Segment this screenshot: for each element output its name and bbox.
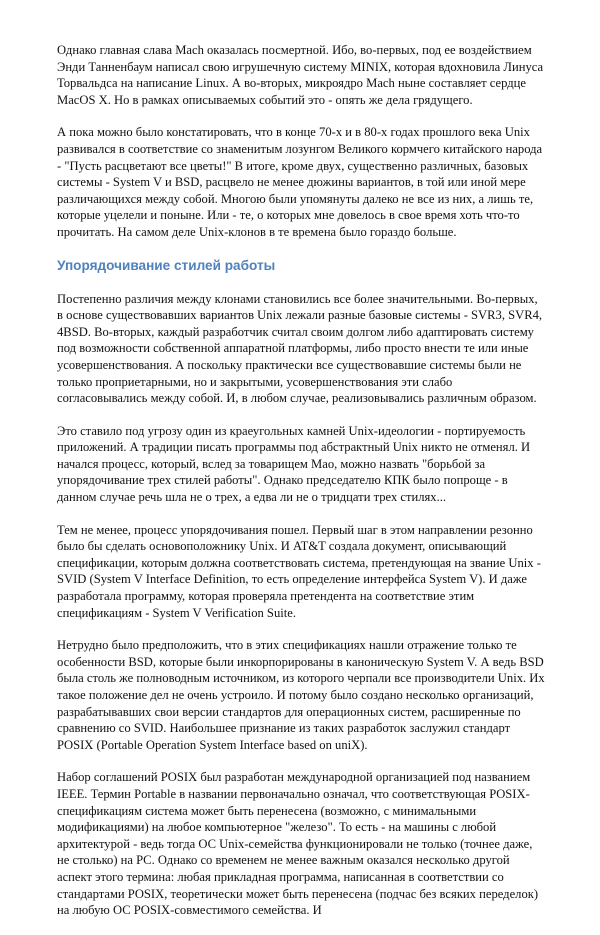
document-body xyxy=(57,42,545,935)
paragraph: А пока можно было констатировать, что в конце 70-х и в 80-х годах прошлого века Unix развивался в соответствие со знаменитым лозунгом Великого кормчего китайского народа - "Пусть расцветают все цветы!" В итоге, кроме двух, существенно различных, базовых системы - System V и BSD, расцвело не менее дюжины вариантов, в той или иной мере различающихся между собой. Многою были упомянуты далеко не все из них, а лишь те, которые уцелели и поныне. Или - те, о которых мне довелось в свое время хоть что-то прочитать. На самом деле Unix-клонов в те времена было гораздо больше. xyxy=(57,125,543,239)
paragraph: Набор соглашений POSIX был разработан международной организацией под названием IEEE. Термин Portable в названии первоначально означал, что соответствующая POSIX-спецификациям система может быть перенесена (возможно, с минимальными модификациями) на любое компьютерное "железо". То есть - на машины с любой архитектурой - ведь тогда ОС Unix-семейства функционировали не только (точнее даже, не столько) на PC. Однако со временем не менее важным оказался несколько другой аспект этого термина: любая прикладная программа, написанная в соответствии со стандартами POSIX, теоретически может быть перенесена (подчас без всяких переделок) на любую ОС POSIX-совместимого семейства. И xyxy=(57,770,539,918)
paragraph: Это ставило под угрозу один из краеугольных камней Unix-идеологии - портируемость приложений. А традиции писать программы под абстрактный Unix никто не отменял. И начался процесс, который, вслед за товарищем Мао, можно назвать "борьбой за упорядочивание трех стилей работы". Однако председателю КПК было попроще - в данном случае речь шла не о трех, а едва ли не о тридцати трех стилях... xyxy=(57,423,531,505)
section-heading: Упорядочивание стилей работы xyxy=(57,257,276,273)
paragraph: Тем не менее, процесс упорядочивания пошел. Первый шаг в этом направлении резонно было бы сделать основоположнику Unix. И AT&T создала документ, описывающий спецификации, которым должна соответствовать система, претендующая на звание Unix - SVID (System V Interface Definition, то есть определение интерфейса System V). И даже разработала программу, которая проверяла претендента на соответствие этим спецификациям - System V Verification Suite. xyxy=(57,522,541,620)
paragraph: Нетрудно было предположить, что в этих спецификациях нашли отражение только те особенности BSD, которые были инкорпорированы в каноническую System V. А ведь BSD была столь же полноводным источником, из которого черпали все производители Unix. Их такое положение дел не очень устроило. И потому было создано несколько организаций, разрабатывавших свои версии стандартов для операционных систем, расширенные по сравнению со SVID. Наибольшее признание из таких разработок заслужил стандарт POSIX (Portable Operation System Interface based on uniX). xyxy=(57,638,545,752)
paragraph: Однако главная слава Mach оказалась посмертной. Ибо, во-первых, под ее воздействием Энди Танненбаум написал свою игрушечную систему MINIX, которая вдохновила Линуса Торвальдса на написание Linux. А во-вторых, микроядро Mach ныне составляет сердце MacOS X. Но в рамках описываемых событий это - опять же дела грядущего. xyxy=(57,43,544,107)
paragraph: Постепенно различия между клонами становились все более значительными. Во-первых, в основе существовавших вариантов Unix лежали разные базовые системы - SVR3, SVR4, 4BSD. Во-вторых, каждый разработчик считал своим долгом либо адаптировать систему под возможности собственной аппаратной платформы, либо просто внести те или иные усовершенствования. А поскольку практически все существовавшие системы были не только проприетарными, но и закрытыми, усовершенствования эти слабо согласовывались между собой. И, в любом случае, реализовывались различным образом. xyxy=(57,291,543,406)
